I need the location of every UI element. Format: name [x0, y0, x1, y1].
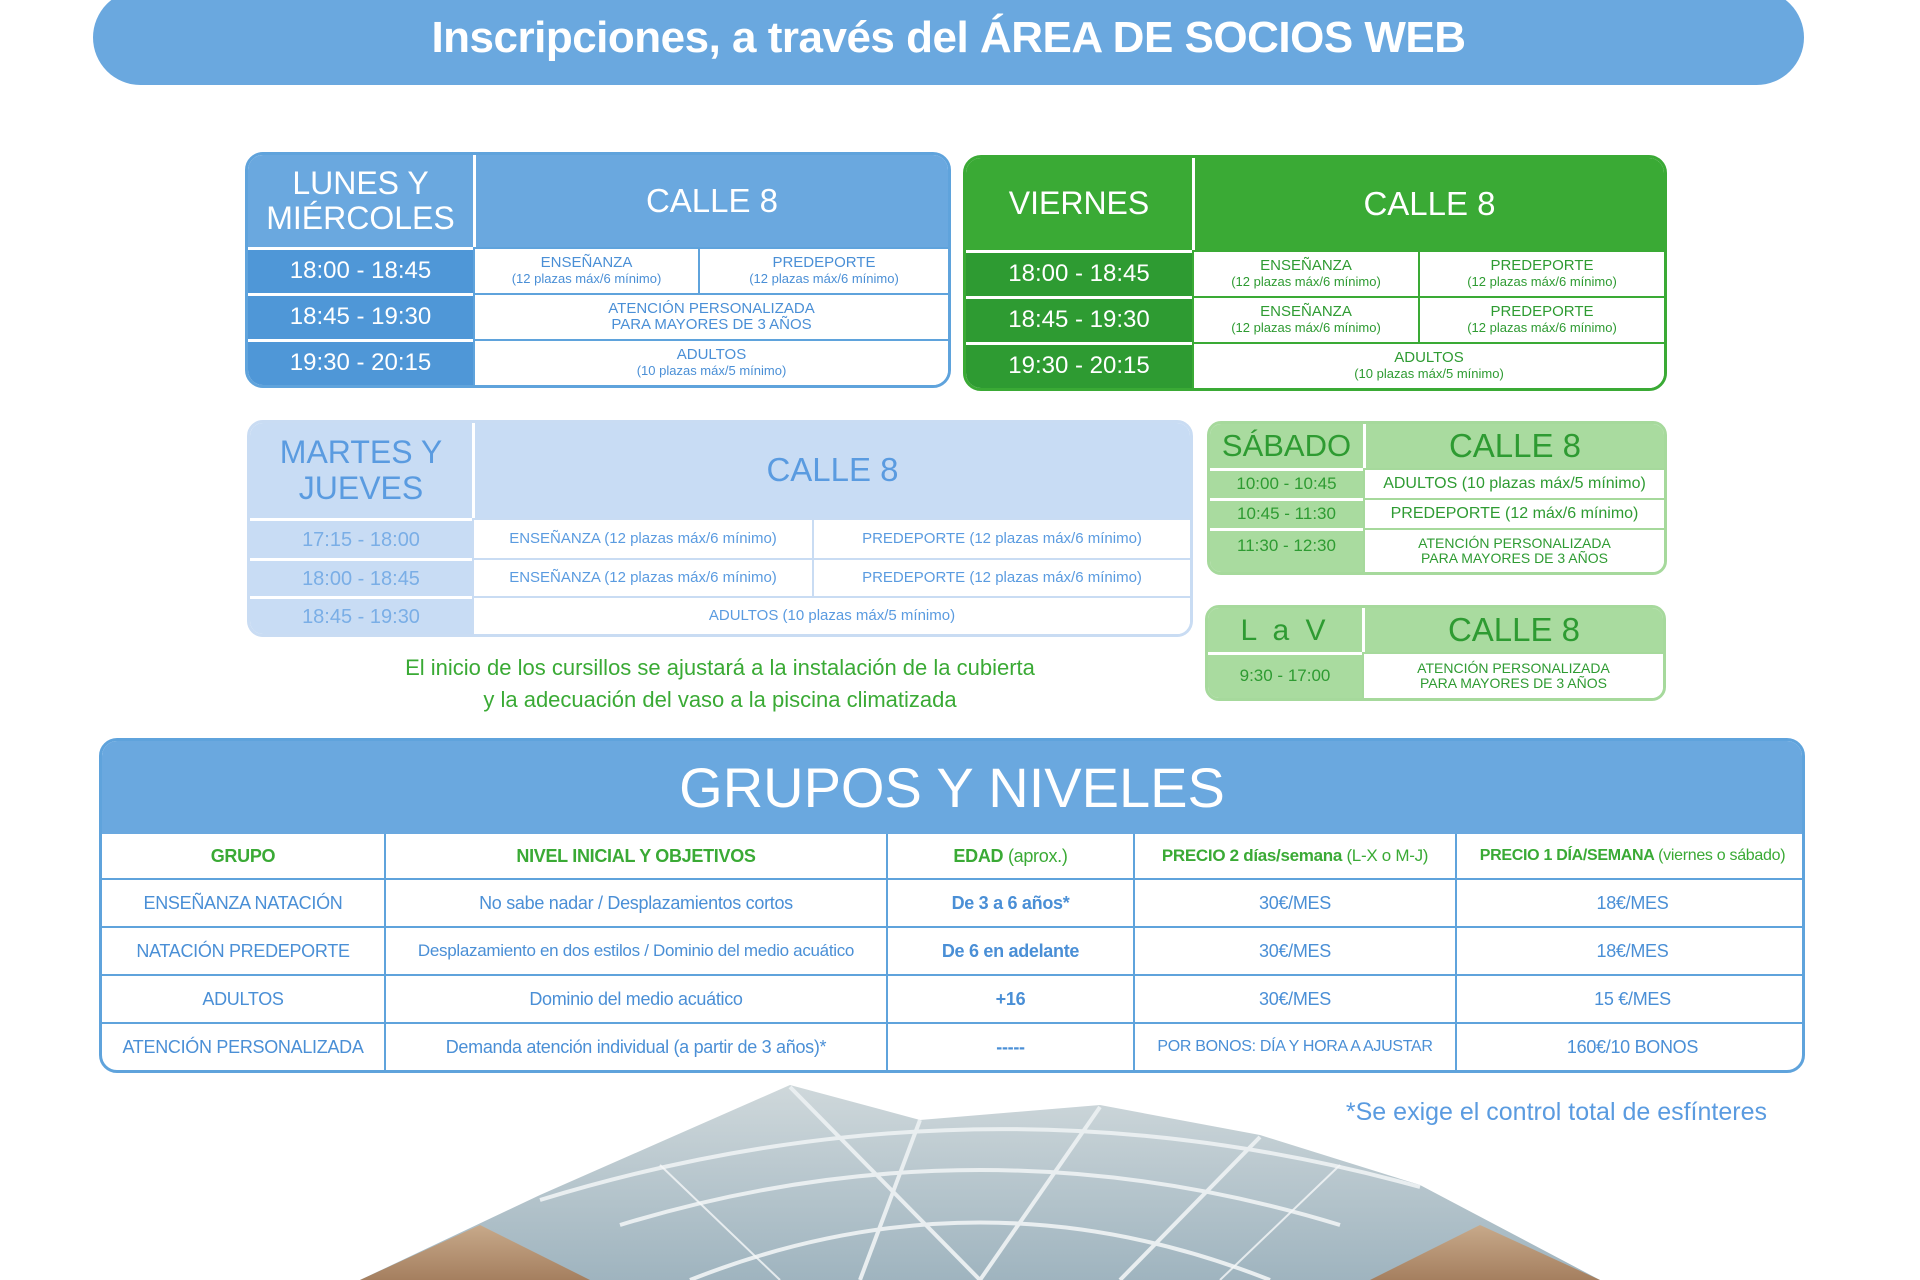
class-cell: PREDEPORTE (12 plazas máx/6 mínimo) — [812, 518, 1190, 558]
time-slot: 19:30 - 20:15 — [966, 342, 1192, 388]
class-cell: ATENCIÓN PERSONALIZADA PARA MAYORES DE 3 AÑOS — [1362, 652, 1663, 698]
cell-precio-1: 160€/10 BONOS — [1456, 1023, 1805, 1070]
class-cell: ADULTOS (10 plazas máx/5 mínimo) — [1192, 342, 1664, 388]
class-cell: PREDEPORTE (12 plazas máx/6 mínimo) — [698, 247, 948, 293]
schedule-lunes-miercoles — [245, 152, 951, 388]
time-slot: 18:45 - 19:30 — [250, 596, 472, 634]
time-slot: 17:15 - 18:00 — [250, 518, 472, 558]
class-cell: ATENCIÓN PERSONALIZADA PARA MAYORES DE 3 AÑOS — [1363, 528, 1664, 572]
start-note: El inicio de los cursillos se ajustará a la instalación de la cubierta y la adecuación del vaso a la piscina climatizada — [405, 655, 1035, 712]
cell-grupo: NATACIÓN PREDEPORTE — [102, 927, 385, 975]
cell-precio-1: 18€/MES — [1456, 927, 1805, 975]
footnote: *Se exige el control total de esfínteres — [1345, 1098, 1767, 1126]
class-cell: PREDEPORTE (12 plazas máx/6 mínimo) — [1418, 250, 1664, 296]
pool-cover-photo — [360, 1075, 1600, 1280]
time-slot: 10:45 - 11:30 — [1210, 498, 1363, 528]
class-cell: ADULTOS (10 plazas máx/5 mínimo) — [473, 339, 948, 385]
lane-label: CALLE 8 — [1192, 158, 1664, 250]
cell-precio-1: 15 €/MES — [1456, 975, 1805, 1023]
time-slot: 18:00 - 18:45 — [248, 247, 473, 293]
class-cell: PREDEPORTE (12 plazas máx/6 mínimo) — [1418, 296, 1664, 342]
cell-precio-2: POR BONOS: DÍA Y HORA A AJUSTAR — [1134, 1023, 1456, 1070]
cell-nivel: Desplazamiento en dos estilos / Dominio del medio acuático — [385, 927, 887, 975]
time-slot: 18:45 - 19:30 — [966, 296, 1192, 342]
class-cell: ADULTOS (10 plazas máx/5 mínimo) — [472, 596, 1190, 634]
table-row — [102, 927, 1805, 975]
header-precio-1: PRECIO 1 DÍA/SEMANA (viernes o sábado) — [1456, 834, 1805, 879]
lane-label: CALLE 8 — [472, 423, 1190, 518]
header-nivel: NIVEL INICIAL Y OBJETIVOS — [385, 834, 887, 879]
day-label: L a V — [1208, 608, 1362, 652]
cell-grupo: ENSEÑANZA NATACIÓN — [102, 879, 385, 927]
cell-nivel: Demanda atención individual (a partir de 3 años)* — [385, 1023, 887, 1070]
class-cell: ENSEÑANZA (12 plazas máx/6 mínimo) — [472, 518, 812, 558]
day-label: VIERNES — [966, 158, 1192, 250]
time-slot: 10:00 - 10:45 — [1210, 468, 1363, 498]
class-cell: ENSEÑANZA (12 plazas máx/6 mínimo) — [1192, 296, 1418, 342]
cell-edad: ----- — [887, 1023, 1134, 1070]
day-label: LUNES Y MIÉRCOLES — [248, 155, 473, 247]
class-cell: ATENCIÓN PERSONALIZADA PARA MAYORES DE 3 AÑOS — [473, 293, 948, 339]
class-cell: ENSEÑANZA (12 plazas máx/6 mínimo) — [473, 247, 698, 293]
table-row — [102, 879, 1805, 927]
lane-label: CALLE 8 — [473, 155, 948, 247]
class-cell: PREDEPORTE (12 plazas máx/6 mínimo) — [812, 558, 1190, 596]
grupos-niveles-table — [99, 738, 1805, 1073]
class-cell: ADULTOS (10 plazas máx/5 mínimo) — [1363, 468, 1664, 498]
class-cell: ENSEÑANZA (12 plazas máx/6 mínimo) — [472, 558, 812, 596]
lane-label: CALLE 8 — [1363, 424, 1664, 468]
schedule-viernes — [963, 155, 1667, 391]
header-edad: EDAD (aprox.) — [887, 834, 1134, 879]
inscripciones-banner: Inscripciones, a través del ÁREA DE SOCIOS WEB — [93, 0, 1804, 85]
time-slot: 18:00 - 18:45 — [250, 558, 472, 596]
header-grupo: GRUPO — [102, 834, 385, 879]
table-row — [102, 1023, 1805, 1070]
time-slot: 9:30 - 17:00 — [1208, 652, 1362, 698]
cell-precio-2: 30€/MES — [1134, 927, 1456, 975]
class-cell: ENSEÑANZA (12 plazas máx/6 mínimo) — [1192, 250, 1418, 296]
cell-nivel: No sabe nadar / Desplazamientos cortos — [385, 879, 887, 927]
class-cell: PREDEPORTE (12 máx/6 mínimo) — [1363, 498, 1664, 528]
day-label: SÁBADO — [1210, 424, 1363, 468]
cell-precio-2: 30€/MES — [1134, 975, 1456, 1023]
cell-grupo: ADULTOS — [102, 975, 385, 1023]
time-slot: 18:45 - 19:30 — [248, 293, 473, 339]
time-slot: 19:30 - 20:15 — [248, 339, 473, 385]
cell-edad: +16 — [887, 975, 1134, 1023]
time-slot: 18:00 - 18:45 — [966, 250, 1192, 296]
table-row — [102, 975, 1805, 1023]
cell-grupo: ATENCIÓN PERSONALIZADA — [102, 1023, 385, 1070]
cell-edad: De 3 a 6 años* — [887, 879, 1134, 927]
grupos-title: GRUPOS Y NIVELES — [102, 741, 1802, 834]
cell-nivel: Dominio del medio acuático — [385, 975, 887, 1023]
cell-precio-2: 30€/MES — [1134, 879, 1456, 927]
day-label: MARTES Y JUEVES — [250, 423, 472, 518]
schedule-martes-jueves — [247, 420, 1193, 637]
lane-label: CALLE 8 — [1362, 608, 1663, 652]
cell-precio-1: 18€/MES — [1456, 879, 1805, 927]
schedule-l-a-v — [1205, 605, 1666, 701]
header-precio-2: PRECIO 2 días/semana (L-X o M-J) — [1134, 834, 1456, 879]
schedule-sabado — [1207, 421, 1667, 575]
cell-edad: De 6 en adelante — [887, 927, 1134, 975]
time-slot: 11:30 - 12:30 — [1210, 528, 1363, 572]
